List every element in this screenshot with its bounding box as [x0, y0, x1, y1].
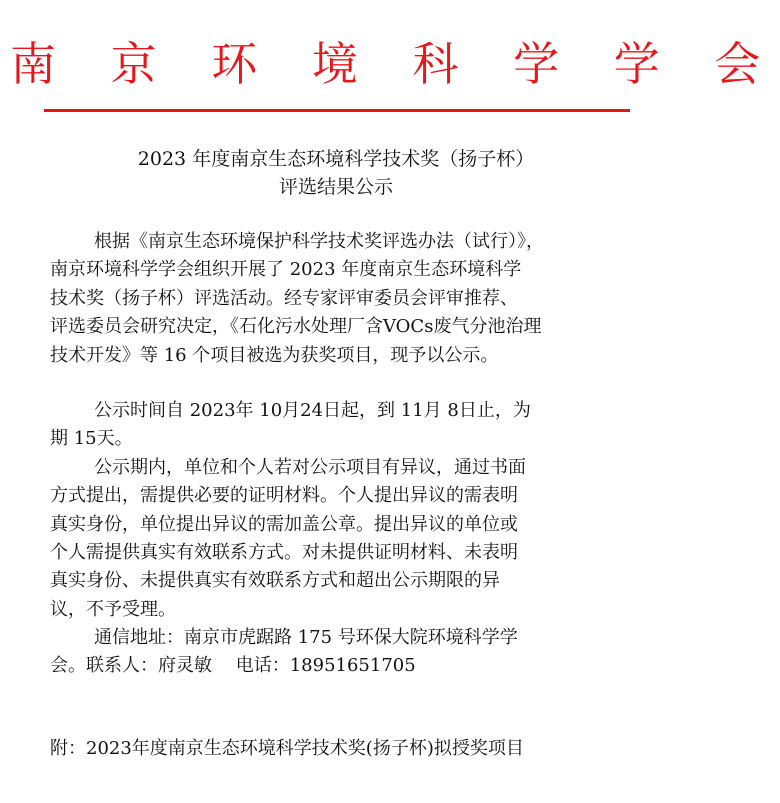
organization-header: 南 京 环 境 科 学 学 会 — [10, 37, 780, 91]
paragraph-contact — [50, 624, 640, 681]
paragraph-publicity-period — [50, 397, 640, 454]
paragraph-objection-rules — [50, 454, 640, 624]
paragraph-intro — [50, 228, 640, 370]
paragraph-line: 期 15天。 — [50, 428, 133, 450]
paragraph-line: 真实身份，单位提出异议的需加盖公章。提出异议的单位或 — [50, 513, 518, 535]
contact-line: 会。联系人：府灵敏 电话：18951651705 — [50, 655, 416, 677]
paragraph-line: 公示时间自 2023年 10月24日起，到 11月 8日止，为 — [94, 399, 531, 421]
document-title — [0, 145, 672, 202]
title-line-1: 2023 年度南京生态环境科学技术奖（扬子杯） — [137, 148, 535, 170]
paragraph-line: 真实身份、未提供真实有效联系方式和超出公示期限的异 — [50, 570, 500, 592]
paragraph-line: 技术开发》等 16 个项目被选为获奖项目，现予以公示。 — [50, 344, 499, 366]
paragraph-line: 公示期内，单位和个人若对公示项目有异议，通过书面 — [94, 456, 526, 478]
attachment-note: 附：2023年度南京生态环境科学技术奖(扬子杯)拟授奖项目 — [50, 737, 524, 759]
paragraph-spacer — [50, 370, 640, 397]
document-body — [50, 228, 640, 763]
paragraph-line: 南京环境科学学会组织开展了 2023 年度南京生态环境科学 — [50, 259, 522, 281]
paragraph-line: 个人需提供真实有效联系方式。对未提供证明材料、未表明 — [50, 541, 518, 563]
contact-line: 通信地址：南京市虎踞路 175 号环保大院环境科学学 — [94, 627, 518, 649]
red-divider-rule — [44, 109, 630, 112]
paragraph-line: 技术奖（扬子杯）评选活动。经专家评审委员会评审推荐、 — [50, 287, 518, 309]
paragraph-line: 根据《南京生态环境保护科学技术奖评选办法（试行）》， — [94, 231, 544, 252]
paragraph-line: 评选委员会研究决定，《石化污水处理厂含VOCs废气分池治理 — [50, 316, 542, 338]
paragraph-line: 方式提出，需提供必要的证明材料。个人提出异议的需表明 — [50, 485, 518, 507]
paragraph-line: 议，不予受理。 — [50, 598, 176, 620]
title-line-2: 评选结果公示 — [278, 176, 393, 199]
paragraph-spacer — [50, 681, 640, 735]
